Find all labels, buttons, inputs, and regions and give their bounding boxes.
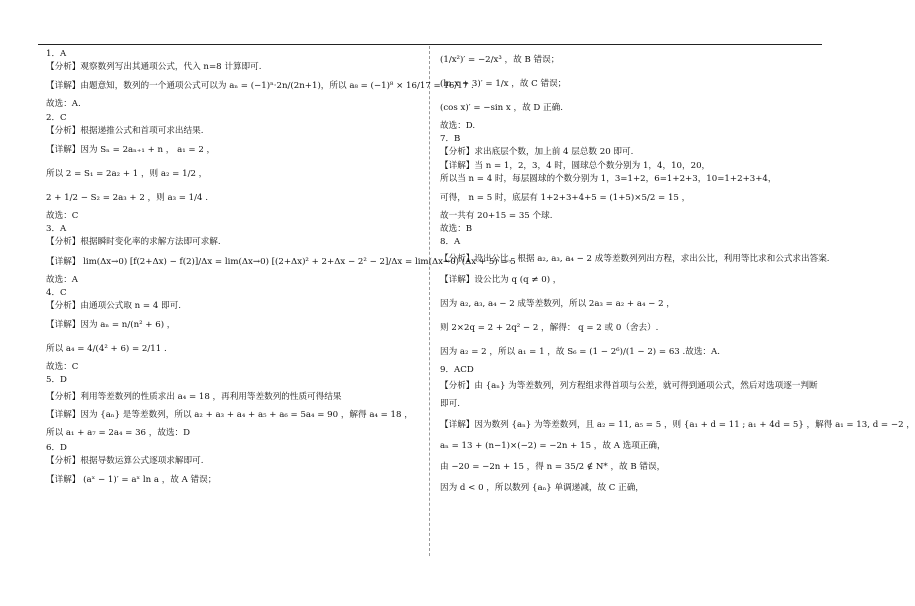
answer-line: 5．D [46,375,67,386]
answer-line: 7．B [440,134,461,145]
answer-line: 由 −20 = −2n + 15 ，得 n = 35/2 ∉ N* ，故 B 错误， [440,461,666,472]
answer-line: 所以 a₄ = 4/(4² + 6) = 2/11 . [46,344,167,355]
answer-line: 6．D [46,442,67,453]
answer-line: 故选：C [46,362,79,373]
answer-line: 【分析】求出底层个数，加上前 4 层总数 20 即可. [440,147,634,158]
answer-line: 故选：C [46,211,79,222]
answer-line: 因为 a₂ = 2 ，所以 a₁ = 1 ，故 S₆ = (1 − 2⁶)/(1 − 2) = 63 .故选：A. [440,346,720,357]
answer-line: 2．C [46,112,67,123]
answer-line: 9．ACD [440,364,474,375]
answer-line: 2 + 1/2 − S₂ = 2a₃ + 2 ，则 a₃ = 1/4 . [46,193,208,204]
answer-line: 【详解】因为数列 {aₙ} 为等差数列，且 a₂ = 11, a₅ = 5 ，则 {a₁ + d = 11 ; a₁ + 4d = 5} ，解得 a₁ = 13, d = −2 ， [440,419,915,430]
answer-line: (cos x)′ = −sin x ，故 D 正确. [440,103,563,113]
answer-line: 【详解】 lim(Δx→0) [f(2+Δx) − f(2)]/Δx = lim(Δx→0) [(2+Δx)² + 2+Δx − 2² − 2]/Δx = lim(Δx→0) (Δx + 5) = 5 [46,256,516,267]
answer-line: 可得， n = 5 时，底层有 1+2+3+4+5 = (1+5)×5/2 = 15 ， [440,193,691,204]
answer-line: 故选：B [440,224,473,235]
answer-line: 所以 a₁ + a₇ = 2a₄ = 36 ，故选：D [46,427,191,438]
answer-line: 1．A [46,49,67,59]
answer-line: 【详解】当 n = 1，2，3，4 时，圆球总个数分别为 1，4，10，20， [440,160,711,171]
answer-line: 所以 2 = S₁ = 2a₂ + 1 ，则 a₂ = 1/2 ， [46,169,208,180]
answer-line: 【分析】观察数列写出其通项公式，代入 n=8 计算即可. [46,62,262,73]
right-column [440,48,915,497]
column-divider [429,46,430,556]
answer-line: 故选：A [46,274,78,285]
answer-line: 【详解】因为 {aₙ} 是等差数列，所以 a₂ + a₃ + a₄ + a₅ + a₆ = 5a₄ = 90 ，解得 a₄ = 18 ， [46,409,413,420]
header-rule [38,44,822,45]
answer-line: 【分析】根据递推公式和首项可求出结果. [46,125,204,136]
answer-line: 因为 a₂, a₃, a₄ − 2 成等差数列，所以 2a₃ = a₂ + a₄ − 2 ， [440,298,675,309]
answer-line: 【分析】利用等差数列的性质求出 a₄ = 18 ，再利用等差数列的性质可得结果 [46,391,342,402]
answer-line: 8．A [440,237,461,248]
answer-line: 【分析】根据导数运算公式逐项求解即可. [46,455,204,466]
answer-line: 【详解】因为 aₙ = n/(n² + 6) ， [46,320,176,331]
answer-line: 【分析】设出公比，根据 a₂, a₃, a₄ − 2 成等差数列列出方程，求出公比，利用等比求和公式求出答案. [440,253,830,264]
answer-line: 4．C [46,287,67,298]
answer-line: 【详解】 (aˣ − 1)′ = aˣ ln a ，故 A 错误； [46,475,217,486]
answer-line: 【分析】由通项公式取 n = 4 即可. [46,301,181,312]
answer-line: 因为 d < 0 ，所以数列 {aₙ} 单调递减，故 C 正确， [440,482,644,493]
answer-line: 【详解】因为 Sₙ = 2aₙ₊₁ + n ， a₁ = 2 ， [46,145,216,156]
answer-line: 故选：D. [440,121,476,131]
answer-line: (ln x + 3)′ = 1/x ，故 C 错误； [440,79,567,89]
answer-line: 即可. [440,398,460,409]
answer-line: 所以当 n = 4 时，每层圆球的个数分别为 1，3=1+2，6=1+2+3，10=1+2+3+4， [440,173,777,184]
answer-line: aₙ = 13 + (n−1)×(−2) = −2n + 15 ，故 A 选项正确， [440,440,666,451]
answer-line: 【详解】设公比为 q (q ≠ 0) ， [440,274,562,285]
answer-line: 故选：A. [46,99,81,110]
answer-line: 【详解】由题意知，数列的一个通项公式可以为 aₙ = (−1)ⁿ·2n/(2n+1)，所以 a₈ = (−1)⁸ × 16/17 = 16/17 . [46,81,474,92]
answer-line: 则 2×2q = 2 + 2q² − 2 ，解得： q = 2 或 0（舍去）. [440,322,659,333]
answer-line: 3．A [46,224,67,235]
answer-line: 【分析】根据瞬时变化率的求解方法即可求解. [46,237,221,248]
answer-line: 故一共有 20+15 = 35 个球. [440,211,553,222]
answer-line: (1/x²)′ = −2/x³ ，故 B 错误； [440,55,560,65]
answer-line: 【分析】由 {aₙ} 为等差数列，列方程组求得首项与公差，就可得到通项公式，然后对选项逐一判断 [440,380,818,391]
